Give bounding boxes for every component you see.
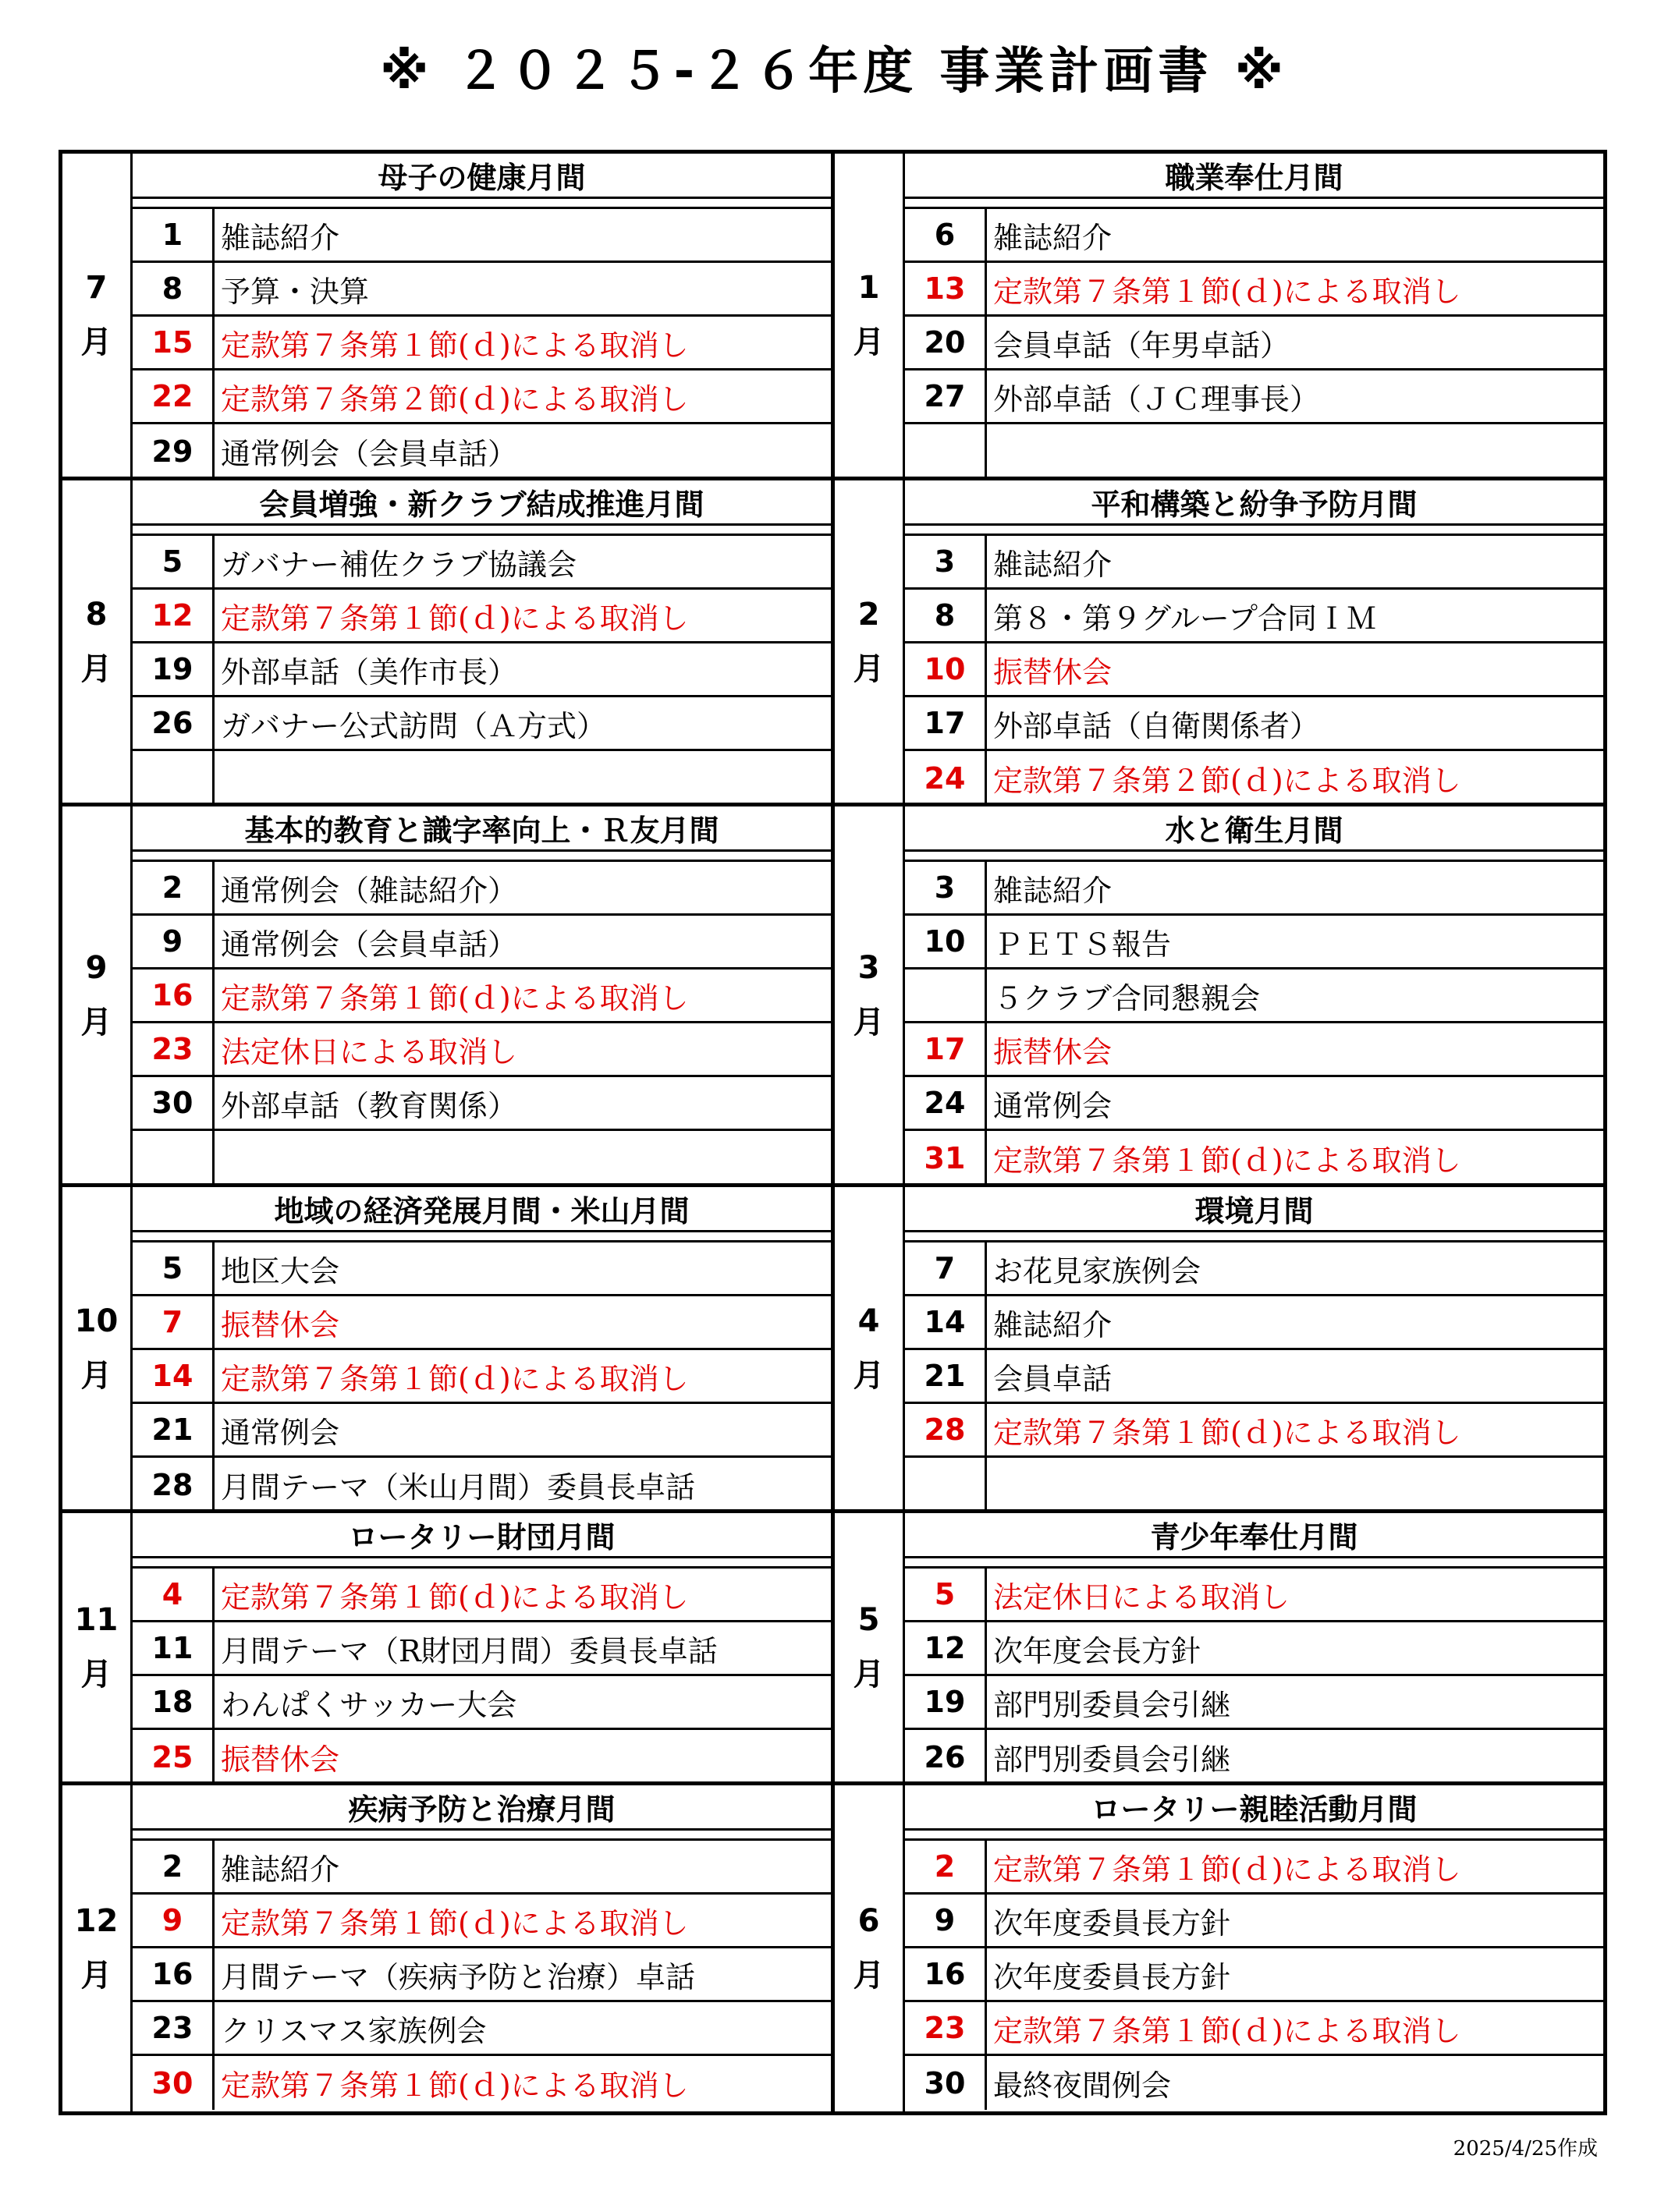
- month-section: [835, 1513, 1603, 1785]
- meeting-day: [905, 1458, 987, 1512]
- month-unit: 月: [80, 650, 112, 687]
- meeting-event: 月間テーマ（米山月間）委員長卓話: [221, 1470, 696, 1505]
- meeting-event: 定款第７条第１節(ｄ)による取消し: [221, 1361, 689, 1396]
- month-theme: 環境月間: [905, 1187, 1603, 1232]
- meeting-row: [905, 1895, 1603, 1948]
- meeting-row: [905, 643, 1603, 697]
- meeting-row: [905, 424, 1603, 478]
- meeting-event: 次年度会長方針: [993, 1633, 1201, 1668]
- meeting-row: [905, 862, 1603, 916]
- month-theme: 水と衛生月間: [905, 806, 1603, 852]
- meeting-row: [133, 916, 831, 970]
- meeting-day: 3: [905, 862, 987, 913]
- month-label: [62, 1513, 133, 1781]
- meeting-list: [905, 1838, 1603, 2111]
- meeting-day: 5: [905, 1569, 987, 1620]
- month-section: [62, 480, 835, 806]
- month-number: 6: [857, 1903, 880, 1939]
- meeting-row: [905, 1622, 1603, 1676]
- meeting-day: 20: [905, 317, 987, 368]
- meeting-list: [133, 860, 831, 1183]
- meeting-row: [133, 1131, 831, 1185]
- month-label: [835, 480, 905, 803]
- month-unit: 月: [80, 1357, 112, 1394]
- meeting-row: [905, 2002, 1603, 2056]
- meeting-day: 26: [133, 697, 215, 749]
- meeting-event: 外部卓話（自衛関係者）: [993, 708, 1320, 743]
- meeting-day: 5: [133, 536, 215, 587]
- meeting-row: [133, 697, 831, 751]
- meeting-event: 雑誌紹介: [993, 1307, 1113, 1342]
- meeting-day: 14: [905, 1296, 987, 1348]
- meeting-row: [905, 1296, 1603, 1350]
- meeting-day: [133, 751, 215, 805]
- month-unit: 月: [80, 1004, 112, 1040]
- meeting-row: [133, 862, 831, 916]
- month-theme: 母子の健康月間: [133, 154, 831, 199]
- month-label: [62, 154, 133, 477]
- meeting-day: 17: [905, 1023, 987, 1075]
- meeting-row: [133, 536, 831, 590]
- meeting-day: 16: [905, 1948, 987, 2000]
- meeting-row: [905, 1131, 1603, 1185]
- meeting-day: 23: [905, 2002, 987, 2054]
- meeting-row: [905, 1569, 1603, 1622]
- schedule-table: [59, 150, 1607, 2115]
- month-label: [835, 806, 905, 1183]
- meeting-event: 定款第７条第２節(ｄ)による取消し: [993, 764, 1461, 798]
- meeting-event: 定款第７条第１節(ｄ)による取消し: [993, 1415, 1461, 1450]
- meeting-event: 振替休会: [221, 1742, 340, 1777]
- meeting-event: [215, 751, 831, 805]
- month-section: [62, 1187, 835, 1513]
- meeting-row: [905, 370, 1603, 424]
- meeting-list: [905, 1240, 1603, 1509]
- month-theme: ロータリー親睦活動月間: [905, 1785, 1603, 1831]
- month-theme: 青少年奉仕月間: [905, 1513, 1603, 1558]
- meeting-row: [133, 1676, 831, 1730]
- month-label: [835, 154, 905, 477]
- meeting-row: [905, 1242, 1603, 1296]
- meeting-event: ＰＥＴＳ報告: [993, 927, 1172, 962]
- meeting-event: 通常例会（会員卓話）: [221, 437, 518, 471]
- meeting-list: [905, 207, 1603, 477]
- meeting-row: [133, 1023, 831, 1077]
- meeting-event: 定款第７条第１節(ｄ)による取消し: [993, 1852, 1461, 1887]
- meeting-day: 7: [133, 1296, 215, 1348]
- month-section: [835, 154, 1603, 480]
- month-label: [835, 1513, 905, 1781]
- month-label: [62, 1187, 133, 1509]
- meeting-day: 19: [133, 643, 215, 695]
- meeting-row: [133, 1077, 831, 1131]
- meeting-list: [905, 534, 1603, 803]
- meeting-day: 30: [905, 2056, 987, 2110]
- meeting-row: [133, 1622, 831, 1676]
- meeting-list: [905, 1566, 1603, 1781]
- meeting-event: 定款第７条第１節(ｄ)による取消し: [221, 601, 689, 636]
- month-section: [835, 1187, 1603, 1513]
- month-unit: 月: [853, 324, 885, 360]
- meeting-event: [215, 1131, 831, 1185]
- meeting-row: [133, 1296, 831, 1350]
- meeting-event: 雑誌紹介: [221, 220, 340, 255]
- meeting-event: 法定休日による取消し: [221, 1034, 518, 1069]
- meeting-row: [133, 209, 831, 263]
- meeting-row: [905, 263, 1603, 317]
- meeting-day: 18: [133, 1676, 215, 1728]
- meeting-event: 部門別委員会引継: [993, 1687, 1231, 1722]
- meeting-event: 振替休会: [221, 1307, 340, 1342]
- meeting-row: [133, 2056, 831, 2110]
- meeting-list: [133, 1240, 831, 1509]
- month-unit: 月: [853, 1357, 885, 1394]
- meeting-day: 25: [133, 1730, 215, 1784]
- meeting-day: 15: [133, 317, 215, 368]
- month-number: 7: [85, 270, 108, 306]
- meeting-event: 次年度委員長方針: [993, 1905, 1231, 1941]
- month-label: [835, 1785, 905, 2111]
- meeting-list: [133, 1838, 831, 2111]
- meeting-day: 12: [905, 1622, 987, 1674]
- meeting-event: ５クラブ合同懇親会: [993, 980, 1261, 1016]
- meeting-event: 予算・決算: [221, 274, 370, 309]
- meeting-event: 通常例会: [221, 1415, 340, 1450]
- meeting-event: 定款第７条第１節(ｄ)による取消し: [221, 328, 689, 363]
- page-title: ※ ２０２５-２６年度 事業計画書 ※: [380, 43, 1288, 101]
- meeting-row: [133, 370, 831, 424]
- meeting-event: 地区大会: [221, 1253, 340, 1289]
- meeting-event: 雑誌紹介: [221, 1852, 340, 1887]
- month-number: 3: [857, 949, 880, 986]
- meeting-row: [905, 1676, 1603, 1730]
- meeting-event: お花見家族例会: [993, 1253, 1201, 1289]
- meeting-event: 外部卓話（教育関係）: [221, 1088, 518, 1123]
- meeting-event: ガバナー補佐クラブ協議会: [221, 547, 577, 582]
- month-number: 12: [74, 1903, 119, 1939]
- meeting-row: [905, 317, 1603, 370]
- meeting-event: 定款第７条第１節(ｄ)による取消し: [221, 1579, 689, 1615]
- meeting-event: 振替休会: [993, 654, 1113, 689]
- month-unit: 月: [853, 1004, 885, 1040]
- month-label: [62, 480, 133, 803]
- meeting-day: 6: [905, 209, 987, 261]
- meeting-event: 外部卓話（ＪＣ理事長）: [993, 381, 1320, 417]
- month-theme: 職業奉仕月間: [905, 154, 1603, 199]
- meeting-event: 会員卓話（年男卓話）: [993, 328, 1290, 363]
- meeting-event: 会員卓話: [993, 1361, 1113, 1396]
- meeting-event: 雑誌紹介: [993, 873, 1113, 908]
- meeting-event: 定款第７条第１節(ｄ)による取消し: [221, 2068, 689, 2103]
- month-section: [62, 154, 835, 480]
- meeting-day: [905, 970, 987, 1021]
- month-theme: ロータリー財団月間: [133, 1513, 831, 1558]
- meeting-row: [133, 1730, 831, 1784]
- meeting-row: [905, 1730, 1603, 1784]
- meeting-row: [133, 424, 831, 478]
- meeting-event: 第８・第９グループ合同ＩＭ: [993, 601, 1376, 636]
- meeting-row: [905, 590, 1603, 643]
- month-unit: 月: [80, 1958, 112, 1994]
- meeting-event: 定款第７条第１節(ｄ)による取消し: [221, 1905, 689, 1941]
- meeting-day: 2: [905, 1841, 987, 1892]
- meeting-event: 雑誌紹介: [993, 220, 1113, 255]
- meeting-row: [905, 1023, 1603, 1077]
- meeting-list: [133, 1566, 831, 1781]
- meeting-row: [133, 1404, 831, 1458]
- meeting-day: 31: [905, 1131, 987, 1185]
- meeting-event: 部門別委員会引継: [993, 1742, 1231, 1777]
- meeting-event: 通常例会: [993, 1088, 1113, 1123]
- meeting-list: [905, 860, 1603, 1183]
- meeting-event: 定款第７条第２節(ｄ)による取消し: [221, 381, 689, 417]
- month-unit: 月: [80, 324, 112, 360]
- meeting-event: 定款第７条第１節(ｄ)による取消し: [993, 2013, 1461, 2048]
- meeting-row: [905, 1841, 1603, 1895]
- meeting-event: 外部卓話（美作市長）: [221, 654, 518, 689]
- meeting-row: [905, 1458, 1603, 1512]
- month-section: [835, 480, 1603, 806]
- meeting-row: [905, 1350, 1603, 1404]
- meeting-list: [133, 534, 831, 803]
- meeting-row: [133, 1458, 831, 1512]
- meeting-event: 法定休日による取消し: [993, 1579, 1290, 1615]
- meeting-day: 12: [133, 590, 215, 641]
- month-section: [835, 806, 1603, 1187]
- month-label: [62, 1785, 133, 2111]
- meeting-event: [987, 424, 1603, 478]
- month-number: 11: [74, 1602, 119, 1638]
- meeting-event: わんぱくサッカー大会: [221, 1687, 517, 1722]
- meeting-row: [133, 1242, 831, 1296]
- meeting-day: 26: [905, 1730, 987, 1784]
- meeting-event: クリスマス家族例会: [221, 2013, 487, 2048]
- month-number: 8: [85, 596, 108, 633]
- meeting-day: 21: [133, 1404, 215, 1455]
- meeting-day: 5: [133, 1242, 215, 1294]
- meeting-day: 23: [133, 1023, 215, 1075]
- meeting-day: [133, 1131, 215, 1185]
- meeting-row: [133, 970, 831, 1023]
- meeting-row: [905, 751, 1603, 805]
- month-theme: 基本的教育と識字率向上・Ｒ友月間: [133, 806, 831, 852]
- month-section: [62, 806, 835, 1187]
- meeting-row: [133, 643, 831, 697]
- meeting-row: [133, 1350, 831, 1404]
- meeting-event: 定款第７条第１節(ｄ)による取消し: [993, 274, 1461, 309]
- meeting-event: 次年度委員長方針: [993, 1959, 1231, 1994]
- meeting-event: 通常例会（会員卓話）: [221, 927, 518, 962]
- meeting-day: 9: [133, 916, 215, 967]
- meeting-day: 10: [905, 916, 987, 967]
- meeting-row: [905, 536, 1603, 590]
- meeting-event: 最終夜間例会: [993, 2068, 1172, 2103]
- month-section: [62, 1513, 835, 1785]
- meeting-row: [905, 916, 1603, 970]
- meeting-day: 9: [133, 1895, 215, 1946]
- month-number: 1: [857, 270, 880, 306]
- month-unit: 月: [853, 650, 885, 687]
- meeting-event: 月間テーマ（疾病予防と治療）卓話: [221, 1959, 696, 1994]
- meeting-row: [133, 1841, 831, 1895]
- meeting-row: [133, 317, 831, 370]
- meeting-day: 19: [905, 1676, 987, 1728]
- meeting-day: 8: [133, 263, 215, 314]
- meeting-day: 30: [133, 2056, 215, 2110]
- meeting-row: [133, 751, 831, 805]
- meeting-event: 雑誌紹介: [993, 547, 1113, 582]
- meeting-row: [905, 697, 1603, 751]
- meeting-day: 29: [133, 424, 215, 478]
- month-section: [835, 1785, 1603, 2111]
- created-date-note: 2025/4/25作成: [1453, 2137, 1598, 2161]
- meeting-day: 28: [905, 1404, 987, 1455]
- meeting-day: 13: [905, 263, 987, 314]
- meeting-list: [133, 207, 831, 477]
- month-section: [62, 1785, 835, 2111]
- meeting-day: 17: [905, 697, 987, 749]
- meeting-day: 8: [905, 590, 987, 641]
- meeting-day: 14: [133, 1350, 215, 1402]
- meeting-row: [905, 1948, 1603, 2002]
- meeting-row: [133, 1569, 831, 1622]
- meeting-event: 月間テーマ（R財団月間）委員長卓話: [221, 1633, 718, 1668]
- month-label: [62, 806, 133, 1183]
- meeting-day: 2: [133, 1841, 215, 1892]
- meeting-event: ガバナー公式訪問（Ａ方式）: [221, 708, 607, 743]
- meeting-row: [133, 590, 831, 643]
- month-unit: 月: [80, 1657, 112, 1693]
- month-number: 9: [85, 949, 108, 986]
- meeting-day: 2: [133, 862, 215, 913]
- meeting-day: 11: [133, 1622, 215, 1674]
- meeting-event: 通常例会（雑誌紹介）: [221, 873, 518, 908]
- month-theme: 地域の経済発展月間・米山月間: [133, 1187, 831, 1232]
- meeting-row: [133, 263, 831, 317]
- meeting-day: 4: [133, 1569, 215, 1620]
- meeting-row: [905, 970, 1603, 1023]
- meeting-row: [133, 2002, 831, 2056]
- meeting-day: 16: [133, 1948, 215, 2000]
- meeting-row: [905, 1077, 1603, 1131]
- month-theme: 平和構築と紛争予防月間: [905, 480, 1603, 526]
- meeting-day: 21: [905, 1350, 987, 1402]
- month-label: [835, 1187, 905, 1509]
- month-number: 10: [74, 1303, 119, 1339]
- meeting-day: 24: [905, 751, 987, 805]
- month-unit: 月: [853, 1958, 885, 1994]
- meeting-day: 1: [133, 209, 215, 261]
- meeting-day: 22: [133, 370, 215, 422]
- meeting-day: 23: [133, 2002, 215, 2054]
- meeting-day: 9: [905, 1895, 987, 1946]
- meeting-row: [905, 1404, 1603, 1458]
- meeting-event: 振替休会: [993, 1034, 1113, 1069]
- meeting-day: 24: [905, 1077, 987, 1129]
- meeting-day: [905, 424, 987, 478]
- meeting-event: 定款第７条第１節(ｄ)による取消し: [993, 1143, 1461, 1178]
- meeting-row: [133, 1948, 831, 2002]
- meeting-day: 27: [905, 370, 987, 422]
- month-number: 2: [857, 596, 880, 633]
- month-unit: 月: [853, 1657, 885, 1693]
- meeting-day: 3: [905, 536, 987, 587]
- meeting-day: 16: [133, 970, 215, 1021]
- meeting-event: [987, 1458, 1603, 1512]
- meeting-row: [905, 209, 1603, 263]
- meeting-day: 30: [133, 1077, 215, 1129]
- meeting-day: 28: [133, 1458, 215, 1512]
- month-number: 5: [857, 1602, 880, 1638]
- meeting-row: [905, 2056, 1603, 2110]
- meeting-event: 定款第７条第１節(ｄ)による取消し: [221, 980, 689, 1016]
- meeting-day: 10: [905, 643, 987, 695]
- month-number: 4: [857, 1303, 880, 1339]
- month-theme: 疾病予防と治療月間: [133, 1785, 831, 1831]
- meeting-row: [133, 1895, 831, 1948]
- month-theme: 会員増強・新クラブ結成推進月間: [133, 480, 831, 526]
- meeting-day: 7: [905, 1242, 987, 1294]
